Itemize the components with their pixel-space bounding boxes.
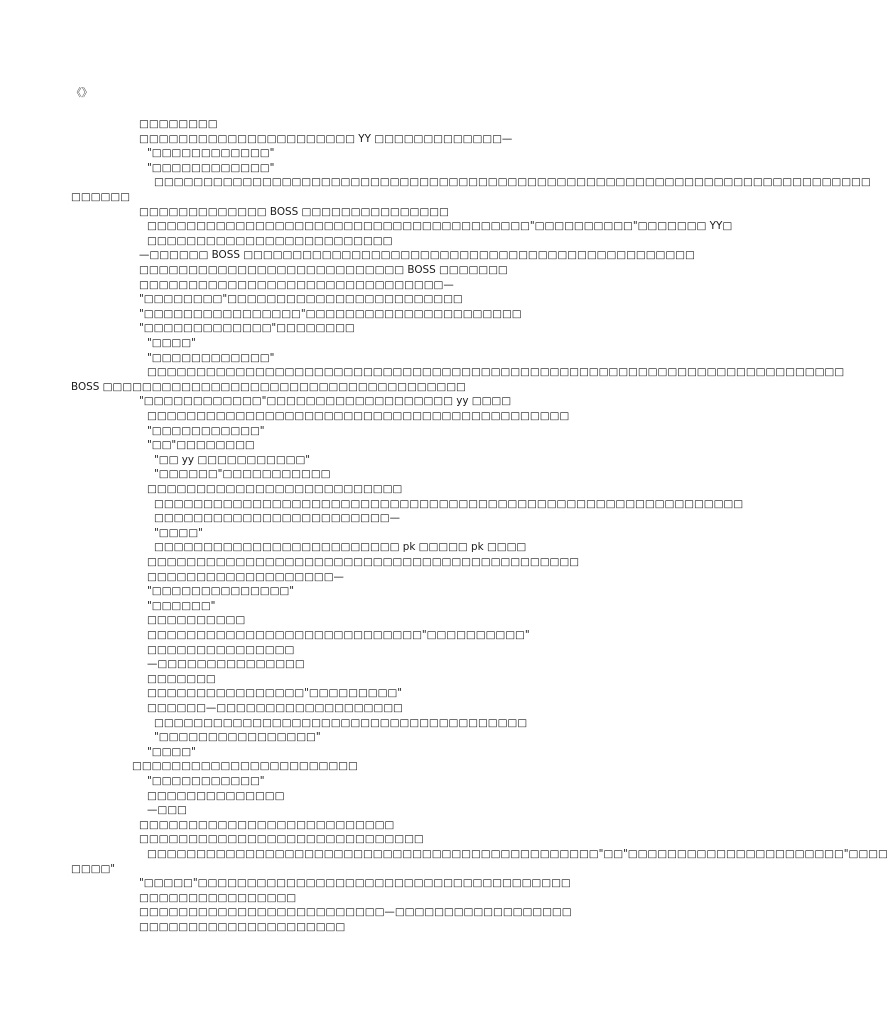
text-line: "□□□□□□□□□□□□□□□□"□□□□□□□□□□□□□□□□□□□□□□	[139, 307, 522, 320]
text-line: BOSS □□□□□□□□□□□□□□□□□□□□□□□□□□□□□□□□□□□□□	[71, 380, 466, 393]
text-line: □□□□□□□□□□□□□□□□□□□□□□□□□□□□□□□□□□□□□□□□□□□□□□"□□"□□□□□□□□□□□□□□□□□□□□□□"□□□□	[147, 848, 888, 860]
text-line: □□□□□□□□□□□□□□□□□□□□□□□□□□□□"□□□□□□□□□□"	[147, 629, 530, 641]
text-line: "□□□□□□□□□□□□"□□□□□□□□□□□□□□□□□□□ yy □□□□	[139, 395, 512, 408]
text-line: "□□□□"	[154, 526, 203, 539]
text-line: □□□□□□□□□□□□□□□□□□□□□□□□□□□□□□□□□□□□□□□"□□□□□□□□□□"□□□□□□□ YY□	[147, 220, 733, 233]
text-line: "□□□□□□□□□□□"	[147, 424, 265, 437]
text-line: "□□□□□□□□□□□"	[147, 775, 265, 787]
text-line: □□□□□□□□□□□□□□□□□□□□□□□□□□□□□□□□□□□□□□□□□□□□□□□□□□□□□□□□□□□□	[154, 497, 744, 510]
text-line: □□□□□□□□□□□□□□□□□□□□□□□	[132, 760, 358, 773]
text-line: □□□□□□□□□□□□□□□□□□□□□□□□□□	[147, 483, 403, 495]
text-line: "□□□□□□□□□□□□"	[147, 147, 275, 160]
text-line: "□□ yy □□□□□□□□□□□"	[154, 453, 311, 466]
text-line: □□□□□□□□□□□□□□□□□□□□□□□□□□□□□□□□□□□□□□□□□□□□□□□□□□□□□□□□□□□□□□□□□□□□□□□□□	[154, 176, 871, 189]
text-line: "□□□□□□□□□□□□"	[147, 161, 275, 174]
text-line: "□□□□□□□□"□□□□□□□□□□□□□□□□□□□□□□□□	[139, 293, 463, 306]
text-line: □□□□"	[71, 862, 116, 875]
text-line: □□□□□□□□□□□□□ BOSS □□□□□□□□□□□□□□□	[139, 205, 449, 218]
text-line: □□□□□□□□□□□□□□□□□□□□□□□□□□□ BOSS □□□□□□□	[139, 264, 508, 276]
text-line: "□□□□□"□□□□□□□□□□□□□□□□□□□□□□□□□□□□□□□□□□□□□□	[139, 877, 571, 890]
text-line: □□□□□□□□□□□□□□□□	[139, 891, 297, 904]
text-line: □□□□□□□□□□□□□□□□□□□□□□□□□	[147, 234, 393, 247]
text-line: □□□□□□□□	[139, 118, 218, 130]
header-mark: 《》	[71, 86, 92, 99]
text-line: "□□"□□□□□□□□	[147, 439, 255, 452]
text-line: □□□□□□□□□□□□□□□□"□□□□□□□□□"	[147, 687, 402, 700]
text-line: —□□□□□□ BOSS □□□□□□□□□□□□□□□□□□□□□□□□□□□□□□□□□□□□□□□□□□□□□□	[139, 249, 695, 262]
text-line: "□□□□□□□□□□□□□□"	[147, 585, 295, 598]
text-line: □□□□□□□□□□□□□□	[147, 789, 285, 802]
text-line: "□□□□□□□□□□□□"	[147, 351, 275, 364]
text-line: "□□□□"	[147, 337, 196, 349]
text-line: □□□□□□□□□□□□□□□□□□□□□□□□□□□□□□□□□□□□□□	[154, 716, 528, 729]
text-line: □□□□□□□□□□□□□□□□□□□□□□□□□□□□□□□—	[139, 278, 454, 291]
text-line: "□□□□□□□□□□□□□"□□□□□□□□	[139, 322, 355, 335]
text-line: □□□□□□□□□□□□□□□□□□□□□□□□□ pk □□□□□ pk □□□□	[154, 541, 527, 554]
text-line: □□□□□□□□□□□□□□□□□□□□□□ YY □□□□□□□□□□□□□—	[139, 132, 513, 145]
text-line: □□□□□□□□□□□□□□□□□□□□□	[139, 921, 346, 933]
text-line: □□□□□□□□□□	[147, 614, 246, 627]
text-line: □□□□□□□□□□□□□□□□□□□□□□□□□□	[139, 818, 395, 831]
text-line: "□□□□"	[147, 745, 196, 758]
text-line: □□□□□□□□□□□□□□□□□□□□□□□□□□□□□□□□□□□□□□□□□□□□	[147, 556, 579, 568]
text-line: "□□□□□□"□□□□□□□□□□□	[154, 468, 331, 481]
text-line: □□□□□□□□□□□□□□□	[147, 643, 295, 656]
text-line: □□□□□□□□□□□□□□□□□□□—	[147, 570, 344, 583]
text-line: □□□□□□	[71, 191, 130, 203]
text-line: □□□□□□□□□□□□□□□□□□□□□□□□□□□□□	[139, 833, 424, 846]
text-line: □□□□□□□□□□□□□□□□□□□□□□□□□□□□□□□□□□□□□□□□□□□□□□□□□□□□□□□□□□□□□□□□□□□□□□□	[147, 366, 845, 379]
text-line: □□□□□□□□□□□□□□□□□□□□□□□□□—□□□□□□□□□□□□□□□□□□	[139, 906, 572, 919]
text-line: —□□□□□□□□□□□□□□□	[147, 658, 305, 671]
text-line: □□□□□□□□□□□□□□□□□□□□□□□□—	[154, 512, 401, 525]
text-line: □□□□□□—□□□□□□□□□□□□□□□□□□□	[147, 702, 403, 714]
text-line: □□□□□□□	[147, 672, 216, 685]
text-line: "□□□□□□"	[147, 599, 216, 612]
text-line: "□□□□□□□□□□□□□□□□"	[154, 731, 321, 744]
text-line: □□□□□□□□□□□□□□□□□□□□□□□□□□□□□□□□□□□□□□□□□□□	[147, 410, 570, 422]
text-line: —□□□	[147, 804, 187, 817]
